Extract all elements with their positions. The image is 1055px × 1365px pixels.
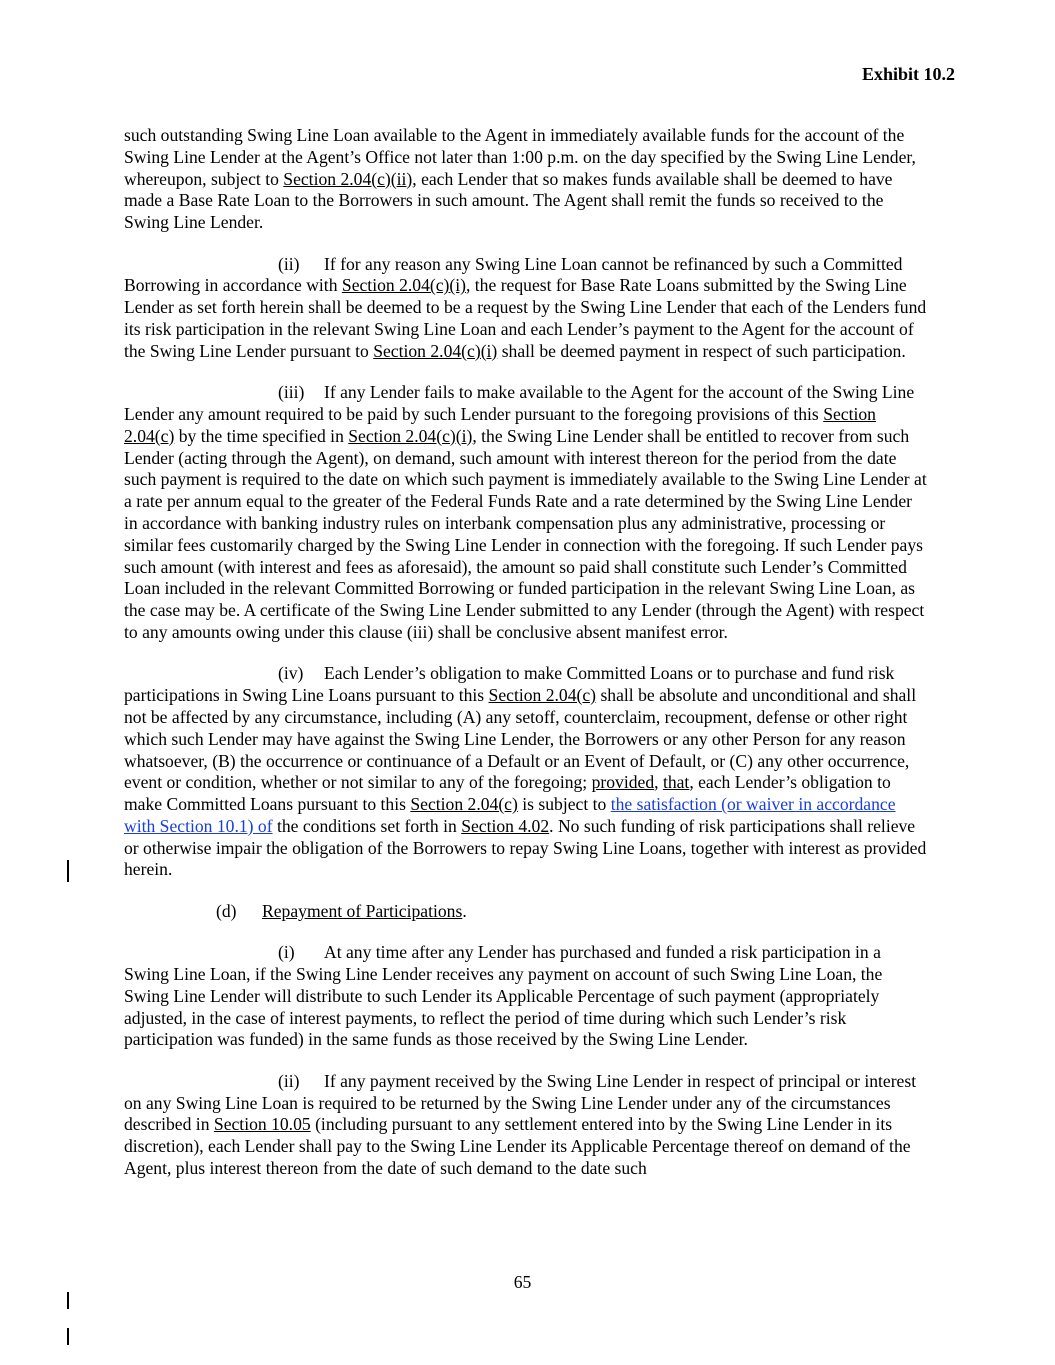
clause-number: (iii) bbox=[278, 382, 305, 403]
section-reference: Section 2.04(c)(i) bbox=[341, 275, 466, 296]
paragraph-c-ii: (ii) If for any reason any Swing Line Loan cannot be refinanced by such a Committed Borrowing in accordance with Section 2.04(c)(i), the request for Base Rate Loans submitted by the Swing Line Lender as set forth herein shall be deemed to be a request by the Swing Line Lender that each of the Lenders fund its risk participation in the relevant Swing Line Loan and each Lender’s payment to the Agent for the account of the Swing Line Lender pursuant to Section 2.04(c)(i) shall be deemed payment in respect of such participation. bbox=[124, 253, 927, 361]
section-reference: Section 2.04(c) bbox=[124, 403, 876, 446]
paragraph-d-i: (i) At any time after any Lender has purchased and funded a risk participation in a Swing Line Loan, if the Swing Line Lender receives any payment on account of such Swing Line Loan, the Swing Line Lender will distribute to such Lender its Applicable Percentage of such payment (appropriately adjusted, in the case of interest payments, to reflect the period of time during which such Lender’s risk participation was funded) in the same funds as those received by the Swing Line Lender. bbox=[124, 942, 883, 1050]
paragraph-c-iii: (iii) If any Lender fails to make available to the Agent for the account of the Swing Line Lender any amount required to be paid by such Lender pursuant to the foregoing provisions of this Section 2.04(c) by the time specified in Section 2.04(c)(i), the Swing Line Lender shall be entitled to recover from such Lender (acting through the Agent), on demand, such amount with interest thereon for the period from the date such payment is required to the date on which such payment is immediately available to the Swing Line Lender at a rate per annum equal to the greater of the Federal Funds Rate and a rate determined by the Swing Line Lender in accordance with banking industry rules on interbank compensation plus any administrative, processing or similar fees customarily charged by the Swing Line Lender in connection with the foregoing. If such Lender pays such amount (with interest and fees as aforesaid), the amount so paid shall constitute such Lender’s Committed Loan included in the relevant Committed Borrowing or funded participation in the relevant Swing Line Loan, as the case may be. A certificate of the Swing Line Lender submitted to any Lender (through the Agent) with respect to any amounts owing under this clause (iii) shall be conclusive absent manifest error. bbox=[124, 382, 927, 642]
section-reference: Section 4.02 bbox=[461, 815, 550, 836]
exhibit-label: Exhibit 10.2 bbox=[861, 64, 955, 84]
paragraph-continuation: such outstanding Swing Line Loan available to the Agent in immediately available funds for the account of the Swing Line Lender at the Agent’s Office not later than 1:00 p.m. on the day specified by the Swing Line Lender, whereupon, subject to Section 2.04(c)(ii), each Lender that so makes funds available shall be deemed to have made a Base Rate Loan to the Borrowers in such amount. The Agent shall remit the funds so received to the Swing Line Lender. bbox=[124, 125, 916, 233]
change-bar bbox=[67, 860, 69, 882]
section-reference: Section 2.04(c)(ii) bbox=[283, 168, 413, 189]
section-reference: Section 2.04(c) bbox=[410, 794, 518, 815]
section-heading: Repayment of Participations bbox=[262, 900, 463, 921]
provided-term: provided bbox=[591, 772, 655, 793]
inserted-revision-link[interactable]: the satisfaction (or waiver in accordance with Section 10.1) of bbox=[124, 794, 896, 836]
paragraph-c-iv: (iv) Each Lender’s obligation to make Committed Loans or to purchase and fund risk participations in Swing Line Loans pursuant to this Section 2.04(c) shall be absolute and unconditional and shall not be affected by any circumstance, including (A) any setoff, counterclaim, recoupment, defense or other right which such Lender may have against the Swing Line Lender, the Borrowers or any other Person for any reason whatsoever, (B) the occurrence or continuance of a Default or an Event of Default, or (C) any other occurrence, event or condition, whether or not similar to any of the foregoing; provided, that, each Lender’s obligation to make Committed Loans pursuant to this Section 2.04(c) is subject to the satisfaction (or waiver in accordance with Section 10.1) of the conditions set forth in Section 4.02. No such funding of risk participations shall relieve or otherwise impair the obligation of the Borrowers to repay Swing Line Loans, together with interest as provided herein. bbox=[124, 663, 927, 880]
heading-d: (d) Repayment of Participations. bbox=[216, 900, 467, 921]
clause-number: (iv) bbox=[278, 663, 304, 684]
section-reference: Section 10.05 bbox=[213, 1114, 311, 1135]
page-number: 65 bbox=[513, 1272, 532, 1292]
section-reference: Section 2.04(c)(i) bbox=[373, 340, 498, 361]
section-reference: Section 2.04(c)(i) bbox=[348, 425, 473, 446]
change-bar bbox=[67, 1328, 69, 1345]
change-bar bbox=[67, 1292, 69, 1309]
clause-number: (ii) bbox=[278, 1070, 300, 1091]
document-body bbox=[124, 125, 929, 1199]
clause-number: (ii) bbox=[278, 253, 300, 274]
section-reference: Section 2.04(c) bbox=[488, 685, 597, 706]
that-term: that bbox=[662, 772, 690, 793]
paragraph-d-ii: (ii) If any payment received by the Swing Line Lender in respect of principal or interest on any Swing Line Loan is required to be returned by the Swing Line Lender under any of the circumstances described in Section 10.05 (including pursuant to any settlement entered into by the Swing Line Lender in its discretion), each Lender shall pay to the Swing Line Lender its Applicable Percentage thereof on demand of the Agent, plus interest thereon from the date of such demand to the date such bbox=[124, 1070, 917, 1179]
clause-number: (d) bbox=[216, 900, 237, 921]
clause-number: (i) bbox=[278, 942, 295, 963]
